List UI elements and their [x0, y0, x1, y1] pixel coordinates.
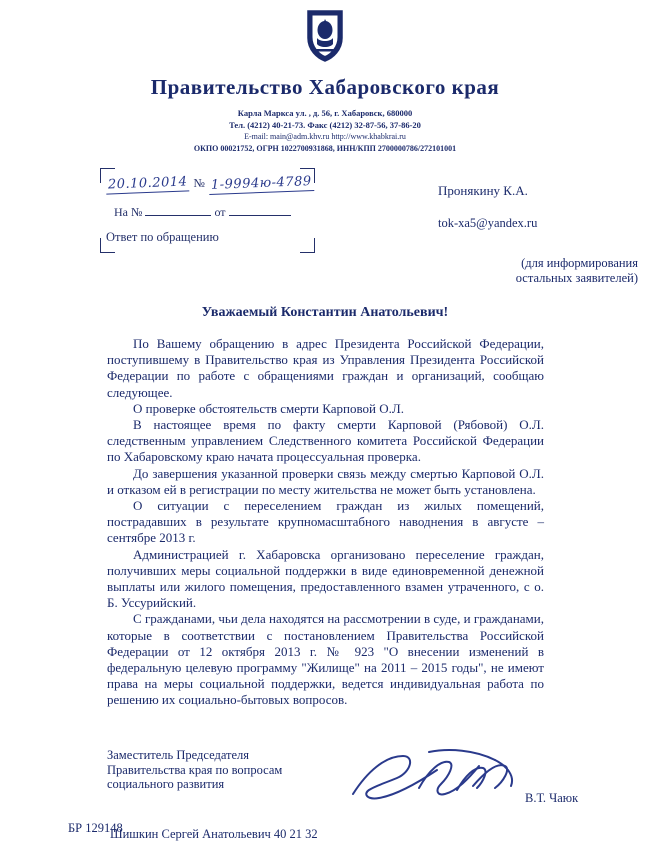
contact-registry-codes: ОКПО 00021752, ОГРН 1022700931868, ИНН/КПП 2700000786/272101001 [193, 143, 457, 153]
body-paragraph: До завершения указанной проверки связь между смертью Карповой О.Л. и отказом ей в регистрации по месту жительства не может быть установлена. [107, 465, 544, 497]
signatory-position-line2: Правительства края по вопросам [107, 762, 283, 777]
signatory-position-line3: социального развития [107, 777, 225, 791]
emblem-container [0, 0, 650, 69]
signatory-position-line1: Заместитель Председателя [107, 748, 250, 762]
from-date-rule [229, 204, 291, 216]
body-paragraph: О проверке обстоятельств смерти Карповой О.Л. [133, 400, 404, 416]
body-paragraph: По Вашему обращению в адрес Президента Российской Федерации, поступившему в Правительство края из Управления Президента Российской Федерации по работе с обращениями граждан и организаций, сообщаю следующее. [107, 336, 544, 400]
addressee-note [438, 256, 638, 286]
signatory-name: В.Т. Чаюк [525, 791, 579, 805]
body-paragraph: О ситуации с переселением граждан из жилых помещений, пострадавших в результате крупномасштабного наводнения в августе – сентябре 2013 г. [107, 498, 544, 546]
signatory-position [107, 748, 282, 792]
reference-block [100, 168, 315, 253]
letter-body [107, 336, 544, 709]
contact-address: Карла Маркса ул. , д. 56, г. Хабаровск, 680000 [237, 108, 413, 118]
khabarovsk-krai-coat-of-arms-icon [302, 8, 348, 64]
addressee-name: Пронякину К.А. [438, 183, 528, 198]
organization-contacts [0, 108, 650, 154]
salutation: Уважаемый Константин Анатольевич! [201, 305, 449, 320]
from-label: от [214, 205, 226, 219]
addressee-note-line2: остальных заявителей) [515, 271, 638, 285]
handwritten-signature-icon [345, 742, 535, 814]
addressee-email: tok-xa5@yandex.ru [438, 216, 538, 230]
addressee-block [438, 182, 638, 286]
body-paragraph: Администрацией г. Хабаровска организовано переселение граждан, получивших меры социальной поддержки в виде единовременной денежной выплаты или жилого помещения, предоставленного взамен утраченного, с о. Б. Уссурийский. [107, 546, 544, 611]
on-number-label: На № [114, 205, 143, 219]
document-code: БР 129148 [68, 821, 123, 835]
reference-date-number-line [106, 174, 316, 193]
executor-info: Шишкин Сергей Анатольевич 40 21 32 [110, 827, 318, 841]
reference-number: 1-9994ю-4789 [209, 174, 314, 195]
number-label: № [193, 176, 205, 190]
contact-email: E-mail: main@adm.khv.ru http://www.khabkrai.ru [244, 132, 406, 141]
addressee-note-line1: (для информирования [521, 256, 638, 270]
organization-title: Правительство Хабаровского края [150, 75, 500, 99]
reference-subject: Ответ по обращению [106, 230, 219, 244]
on-number-rule [145, 204, 211, 216]
reference-date: 20.10.2014 [106, 174, 190, 194]
reference-incoming-line [114, 204, 291, 220]
corner-mark-bottom-right [300, 238, 315, 253]
contact-phone: Тел. (4212) 40-21-73. Факс (4212) 32-87-56, 37-86-20 [229, 119, 421, 130]
body-paragraph: В настоящее время по факту смерти Карповой (Рябовой) О.Л. следственным управлением Следственного комитета Российской Федерации по Хабаровскому краю начата процессуальная проверка. [107, 417, 544, 465]
body-paragraph: С гражданами, чьи дела находятся на рассмотрении в суде, и гражданами, которые в соответствии с постановлением Правительства Российской Федерации от 12 октября 2013 г. № 923 "О внесении изменений в федеральную целевую программу "Жилище" на 2011 – 2015 годы", не имеют права на меры социальной поддержки, ведется индивидуальная работа по решению их социально-бытовых вопросов. [107, 611, 544, 708]
